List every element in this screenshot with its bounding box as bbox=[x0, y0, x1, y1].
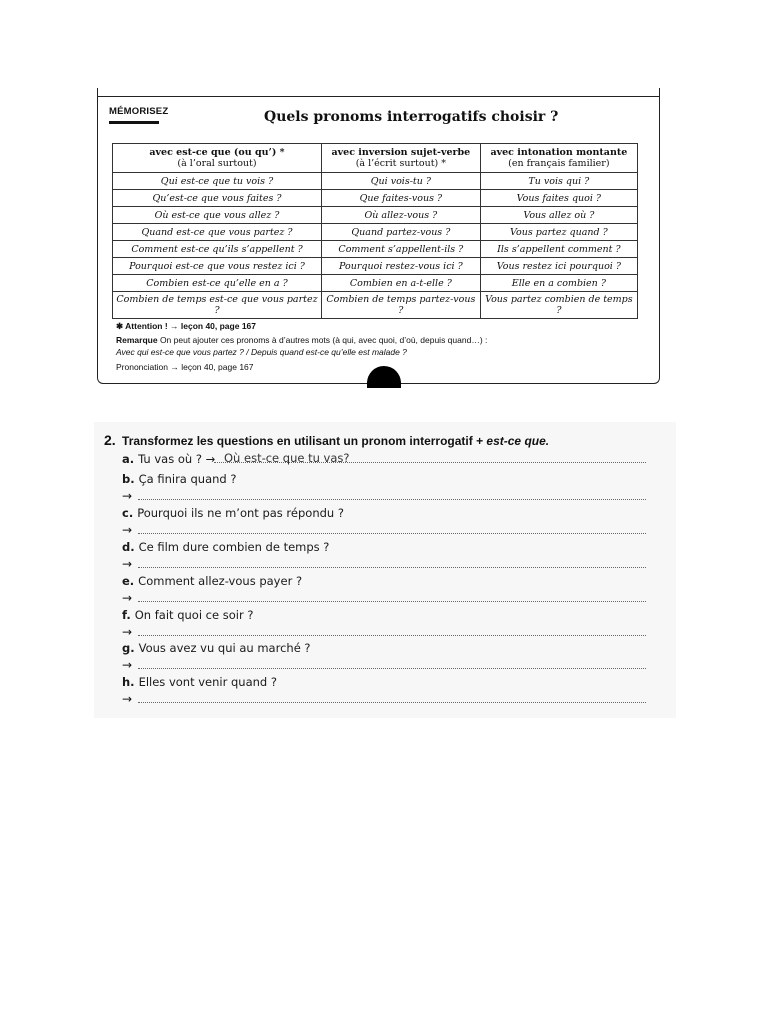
header-inversion: avec inversion sujet-verbe (à l’écrit surtout) * bbox=[321, 144, 480, 173]
arrow-icon: → bbox=[122, 625, 133, 639]
question-h: h. Elles vont venir quand ? bbox=[122, 675, 277, 689]
header-intonation: avec intonation montante (en français familier) bbox=[480, 144, 637, 173]
arrow-icon: → bbox=[122, 658, 133, 672]
answer-line-c[interactable] bbox=[138, 533, 646, 534]
arrow-icon: → bbox=[122, 489, 133, 503]
answer-line-b[interactable] bbox=[138, 499, 646, 500]
table-row: Qu’est-ce que vous faites ? Que faites-vous ? Vous faites quoi ? bbox=[113, 190, 638, 207]
answer-line-e[interactable] bbox=[138, 601, 646, 602]
answer-line-h[interactable] bbox=[138, 702, 646, 703]
remarque-example: Avec qui est-ce que vous partez ? / Depuis quand est-ce qu’elle est malade ? bbox=[116, 347, 407, 357]
answer-line-a[interactable] bbox=[214, 462, 646, 463]
table-row: Pourquoi est-ce que vous restez ici ? Pourquoi restez-vous ici ? Vous restez ici pourquoi ? bbox=[113, 258, 638, 275]
arrow-icon: → bbox=[122, 591, 133, 605]
table-header-row bbox=[113, 144, 638, 173]
memo-top-rule bbox=[97, 96, 660, 97]
arrow-icon: → bbox=[122, 557, 133, 571]
remarque-note: Remarque On peut ajouter ces pronoms à d’autres mots (à qui, avec quoi, d’où, depuis quand…) : bbox=[116, 335, 488, 345]
table-row: Où est-ce que vous allez ? Où allez-vous ? Vous allez où ? bbox=[113, 207, 638, 224]
question-b: b. Ça finira quand ? bbox=[122, 472, 237, 486]
arrow-icon: → bbox=[122, 692, 133, 706]
memo-label: MÉMORISEZ bbox=[109, 106, 169, 117]
header-est-ce-que: avec est-ce que (ou qu’) * (à l’oral surtout) bbox=[113, 144, 322, 173]
answer-line-f[interactable] bbox=[138, 635, 646, 636]
exercise-title: 2. Transformez les questions en utilisant un pronom interrogatif + est-ce que. bbox=[104, 432, 550, 448]
question-f: f. On fait quoi ce soir ? bbox=[122, 608, 254, 622]
question-a: a. Tu vas où ? → bbox=[122, 452, 216, 466]
table-row: Qui est-ce que tu vois ? Qui vois-tu ? Tu vois qui ? bbox=[113, 173, 638, 190]
answer-line-g[interactable] bbox=[138, 668, 646, 669]
table-row: Combien de temps est-ce que vous partez ? Combien de temps partez-vous ? Vous partez combien de temps ? bbox=[113, 292, 638, 319]
table-row: Quand est-ce que vous partez ? Quand partez-vous ? Vous partez quand ? bbox=[113, 224, 638, 241]
arrow-icon: → bbox=[122, 523, 133, 537]
question-e: e. Comment allez-vous payer ? bbox=[122, 574, 303, 588]
answer-line-d[interactable] bbox=[138, 567, 646, 568]
question-c: c. Pourquoi ils ne m’ont pas répondu ? bbox=[122, 506, 344, 520]
memo-label-underline bbox=[109, 121, 159, 124]
question-g: g. Vous avez vu qui au marché ? bbox=[122, 641, 311, 655]
table-row: Comment est-ce qu’ils s’appellent ? Comment s’appellent-ils ? Ils s’appellent comment ? bbox=[113, 241, 638, 258]
answer-a[interactable]: Où est-ce que tu vas? bbox=[224, 451, 350, 465]
exercise-panel bbox=[94, 422, 676, 718]
prononciation-note: Prononciation → leçon 40, page 167 bbox=[116, 362, 254, 372]
pronoun-table bbox=[112, 143, 638, 319]
question-d: d. Ce film dure combien de temps ? bbox=[122, 540, 330, 554]
table-row: Combien est-ce qu’elle en a ? Combien en a-t-elle ? Elle en a combien ? bbox=[113, 275, 638, 292]
memo-title: Quels pronoms interrogatifs choisir ? bbox=[264, 109, 559, 125]
attention-note: ✱ Attention ! → leçon 40, page 167 bbox=[116, 321, 257, 331]
